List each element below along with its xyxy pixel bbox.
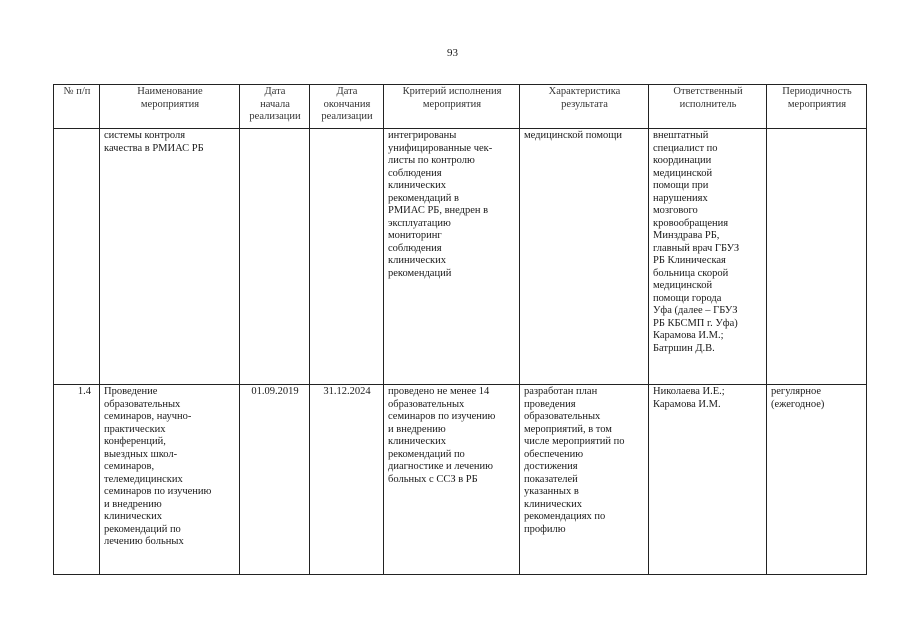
header-criterion: Критерий исполнения мероприятия (384, 85, 520, 129)
cell-criterion: проведено не менее 14 образовательных семинаров по изучению и внедрению клинических рекомендаций по диагностике и лечению больных с ССЗ в РБ (384, 385, 520, 575)
cell-result: разработан план проведения образовательных мероприятий, в том числе мероприятий по обеспечению достижения показателей указанных в клинических рекомендациях по профилю (520, 385, 649, 575)
cell-period (767, 129, 867, 385)
cell-num: 1.4 (54, 385, 100, 575)
cell-start-date: 01.09.2019 (240, 385, 310, 575)
header-result: Характеристика результата (520, 85, 649, 129)
cell-period: регулярное (ежегодное) (767, 385, 867, 575)
table-row (54, 385, 867, 575)
cell-name: Проведение образовательных семинаров, научно- практических конференций, выездных школ- семинаров, телемедицинских семинаров по изучению и внедрению клинических рекомендаций по лечению больных (100, 385, 240, 575)
header-end-date: Дата окончания реализации (310, 85, 384, 129)
cell-responsible: внештатный специалист по координации медицинской помощи при нарушениях мозгового кровообращения Минздрава РБ, главный врач ГБУЗ РБ Клиническая больница скорой медицинской помощи города Уфа (далее – ГБУЗ РБ КБСМП г. Уфа) Карамова И.М.; Батршин Д.В. (649, 129, 767, 385)
cell-end-date (310, 129, 384, 385)
header-start-date: Дата начала реализации (240, 85, 310, 129)
page-number: 93 (447, 47, 458, 59)
cell-num (54, 129, 100, 385)
events-table (53, 84, 867, 575)
cell-start-date (240, 129, 310, 385)
header-num: № п/п (54, 85, 100, 129)
cell-result: медицинской помощи (520, 129, 649, 385)
cell-name: системы контроля качества в РМИАС РБ (100, 129, 240, 385)
cell-end-date: 31.12.2024 (310, 385, 384, 575)
table-header-row (54, 85, 867, 129)
cell-criterion: интегрированы унифицированные чек- листы по контролю соблюдения клинических рекомендаций в РМИАС РБ, внедрен в эксплуатацию мониторинг соблюдения клинических рекомендаций (384, 129, 520, 385)
header-name: Наименование мероприятия (100, 85, 240, 129)
cell-responsible: Николаева И.Е.; Карамова И.М. (649, 385, 767, 575)
header-responsible: Ответственный исполнитель (649, 85, 767, 129)
header-period: Периодичность мероприятия (767, 85, 867, 129)
table-row (54, 129, 867, 385)
